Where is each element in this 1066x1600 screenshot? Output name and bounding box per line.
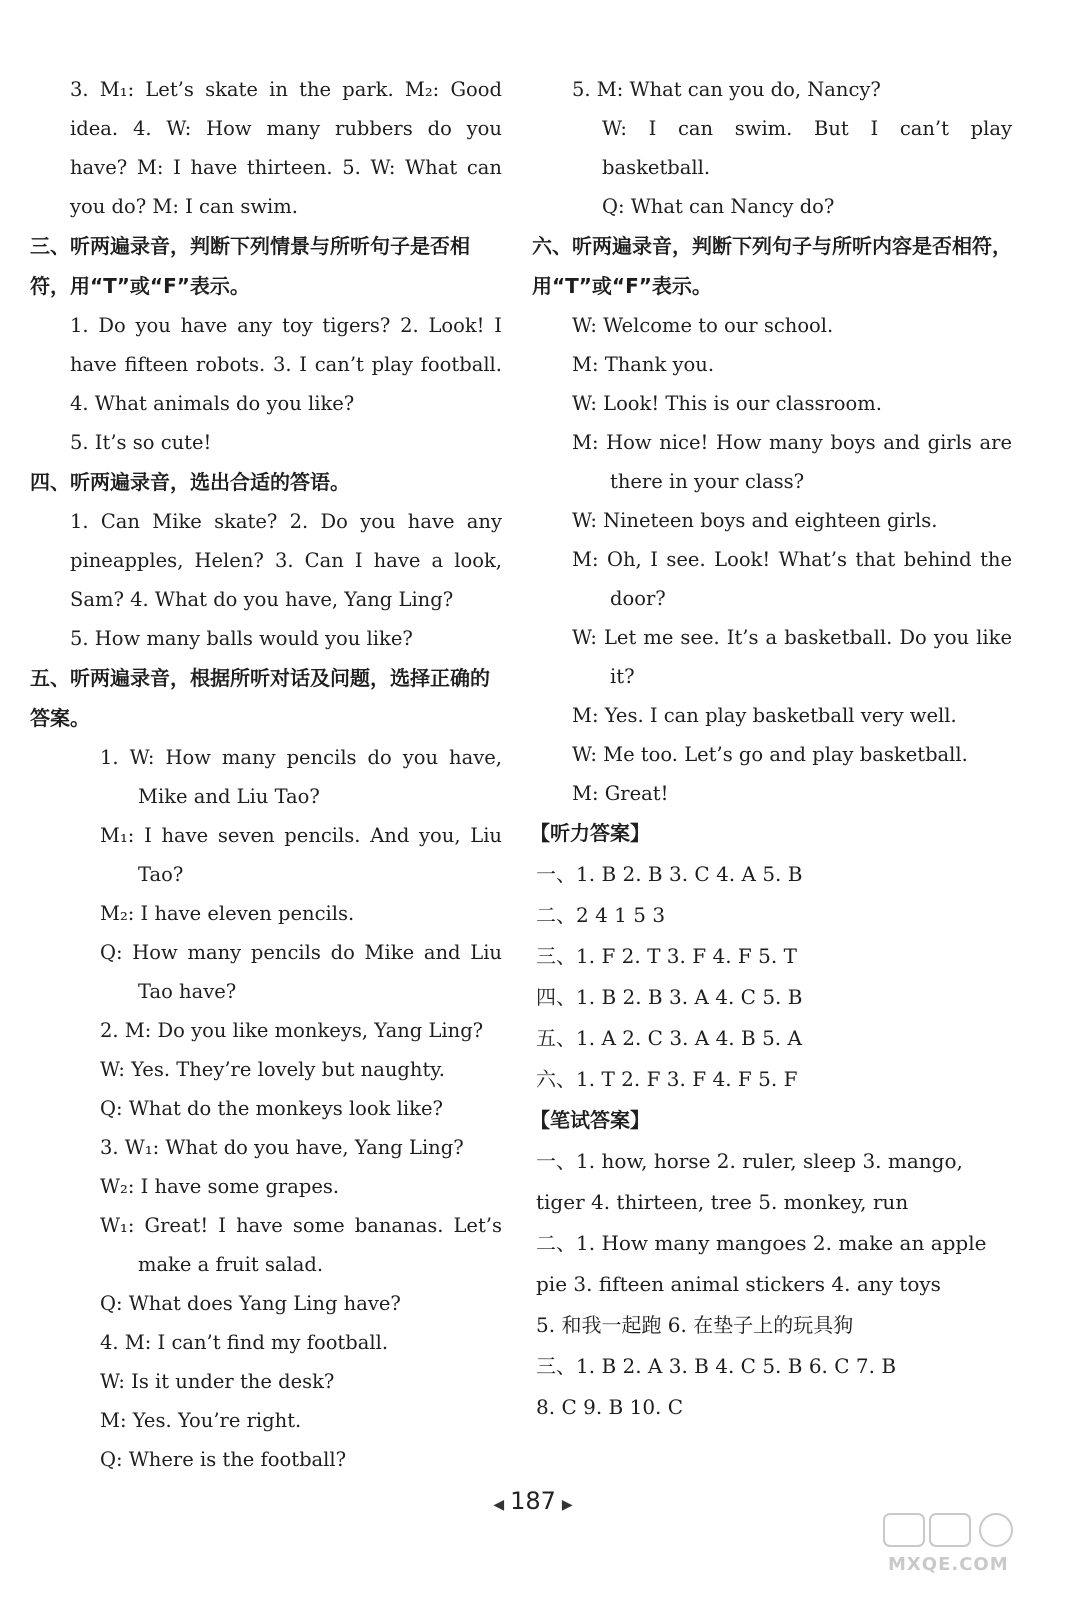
dialogue-line: W: Nineteen boys and eighteen girls. xyxy=(572,509,938,532)
triangle-left-icon: ◀ xyxy=(493,1497,505,1513)
dialogue-line: W: I can swim. But I can’t play basketball. xyxy=(602,117,1012,179)
answer-line: 三、1. F 2. T 3. F 4. F 5. T xyxy=(536,944,797,968)
section-heading: 三、听两遍录音，判断下列情景与所听句子是否相符，用“T”或“F”表示。 xyxy=(30,234,470,298)
dialogue-line: Q: What do the monkeys look like? xyxy=(100,1097,443,1120)
svg-text:MXQE.COM: MXQE.COM xyxy=(888,1554,1009,1575)
answer-line: 一、1. how, horse 2. ruler, sleep 3. mango, tiger 4. thirteen, tree 5. monkey, run xyxy=(536,1149,963,1214)
section-heading: 五、听两遍录音，根据所听对话及问题，选择正确的答案。 xyxy=(30,666,490,730)
answer-line: 五、1. A 2. C 3. A 4. B 5. A xyxy=(536,1026,802,1050)
answer-line: 5. 和我一起跑 6. 在垫子上的玩具狗 xyxy=(536,1313,854,1337)
dialogue-line: W: Me too. Let’s go and play basketball. xyxy=(572,743,968,766)
dialogue-line: M: Thank you. xyxy=(572,353,715,376)
dialogue-line: M₂: I have eleven pencils. xyxy=(100,902,355,925)
written-answers-heading: 【笔试答案】 xyxy=(530,1108,650,1132)
right-column xyxy=(530,70,1012,1428)
dialogue-line: W₂: I have some grapes. xyxy=(100,1175,340,1198)
listening-script-line: 3. M₁: Let’s skate in the park. M₂: Good idea. 4. W: How many rubbers do you have? M: I have thirteen. 5. W: What can you do? M: I can swim. xyxy=(70,78,502,218)
answer-line: 四、1. B 2. B 3. A 4. C 5. B xyxy=(536,985,803,1009)
dialogue-line: M: Great! xyxy=(572,782,669,805)
dialogue-line: W: Is it under the desk? xyxy=(100,1370,335,1393)
dialogue-line: Q: What does Yang Ling have? xyxy=(100,1292,401,1315)
dialogue-line: M: How nice! How many boys and girls are there in your class? xyxy=(572,431,1012,493)
watermark-logo xyxy=(880,1508,1030,1578)
dialogue-line: Q: How many pencils do Mike and Liu Tao have? xyxy=(100,941,502,1003)
dialogue-line: M: Yes. I can play basketball very well. xyxy=(572,704,957,727)
triangle-right-icon: ▶ xyxy=(561,1497,573,1513)
answer-line: 一、1. B 2. B 3. C 4. A 5. B xyxy=(536,862,803,886)
left-column xyxy=(30,70,502,1479)
dialogue-line: W: Yes. They’re lovely but naughty. xyxy=(100,1058,445,1081)
listening-script-line: 1. Do you have any toy tigers? 2. Look! I have fifteen robots. 3. I can’t play football. 4. What animals do you like? xyxy=(70,314,502,415)
listening-script-line: 5. It’s so cute! xyxy=(70,431,212,454)
answer-line: 8. C 9. B 10. C xyxy=(536,1395,684,1419)
dialogue-line: 1. W: How many pencils do you have, Mike and Liu Tao? xyxy=(100,746,502,808)
dialogue-line: Q: What can Nancy do? xyxy=(602,195,835,218)
dialogue-line: 3. W₁: What do you have, Yang Ling? xyxy=(100,1136,464,1159)
dialogue-line: 5. M: What can you do, Nancy? xyxy=(572,78,881,101)
dialogue-line: M: Yes. You’re right. xyxy=(100,1409,302,1432)
dialogue-line: M: Oh, I see. Look! What’s that behind the door? xyxy=(572,548,1012,610)
answer-line: 二、1. How many mangoes 2. make an apple pie 3. fifteen animal stickers 4. any toys xyxy=(536,1231,987,1296)
dialogue-line: 2. M: Do you like monkeys, Yang Ling? xyxy=(100,1019,484,1042)
dialogue-line: W: Look! This is our classroom. xyxy=(572,392,882,415)
dialogue-line: Q: Where is the football? xyxy=(100,1448,347,1471)
listening-answers-heading: 【听力答案】 xyxy=(530,821,650,845)
page-number-value: 187 xyxy=(510,1487,556,1515)
dialogue-line: W: Let me see. It’s a basketball. Do you like it? xyxy=(572,626,1012,688)
listening-script-line: 5. How many balls would you like? xyxy=(70,627,413,650)
dialogue-line: 4. M: I can’t find my football. xyxy=(100,1331,389,1354)
answer-line: 六、1. T 2. F 3. F 4. F 5. F xyxy=(536,1067,798,1091)
listening-script-line: 1. Can Mike skate? 2. Do you have any pineapples, Helen? 3. Can I have a look, Sam? 4. What do you have, Yang Ling? xyxy=(70,510,502,611)
section-heading: 六、听两遍录音，判断下列句子与所听内容是否相符，用“T”或“F”表示。 xyxy=(532,234,1012,298)
dialogue-line: M₁: I have seven pencils. And you, Liu Tao? xyxy=(100,824,502,886)
section-heading: 四、听两遍录音，选出合适的答语。 xyxy=(30,470,350,494)
dialogue-line: W₁: Great! I have some bananas. Let’s make a fruit salad. xyxy=(100,1214,502,1276)
answer-line: 二、2 4 1 5 3 xyxy=(536,903,666,927)
dialogue-line: W: Welcome to our school. xyxy=(572,314,834,337)
answer-line: 三、1. B 2. A 3. B 4. C 5. B 6. C 7. B xyxy=(536,1354,897,1378)
